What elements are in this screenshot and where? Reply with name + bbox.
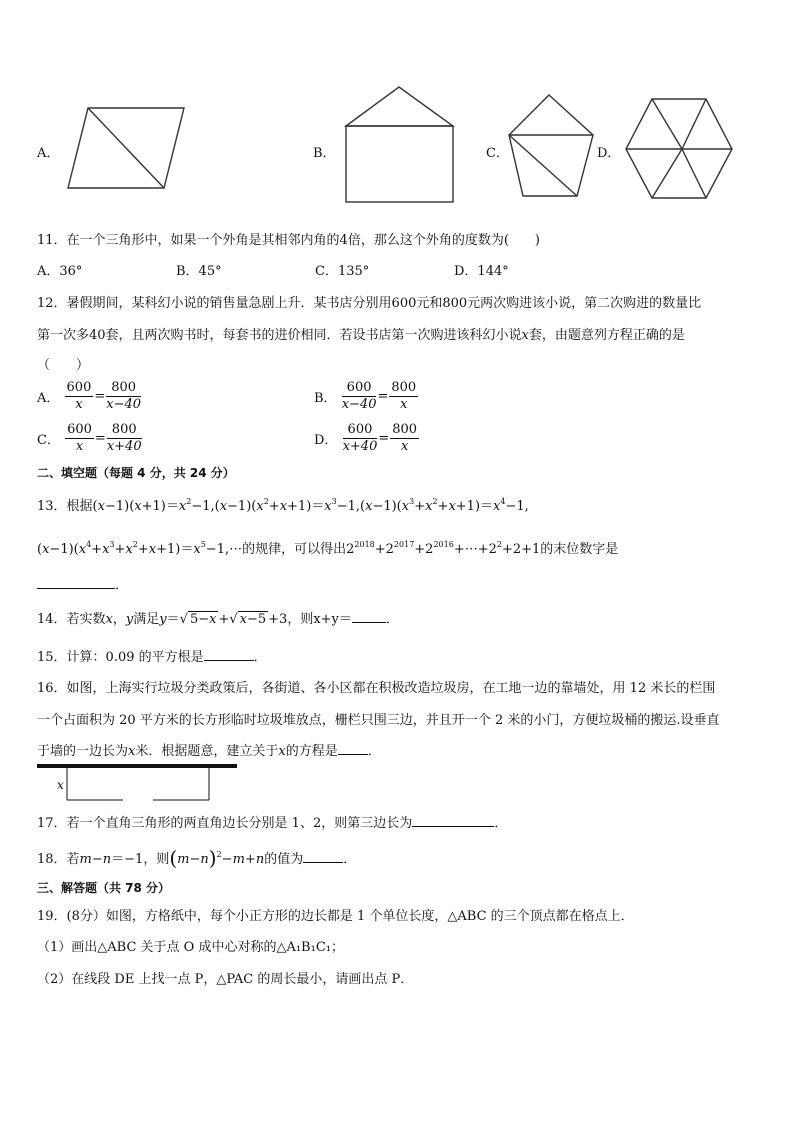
option-c-label: C．	[486, 146, 509, 161]
q11-option-c: C．135°	[315, 264, 370, 279]
section3-heading: 三、解答题（共 78 分）	[37, 881, 171, 895]
q12-line2: 第一次多40套，且两次购书时，每套书的进价相同．若设书店第一次购进该科幻小说x套，由题意列方程正确的是	[37, 328, 685, 343]
q13-line2: $(x-1)(x^4+x^3+x^2+x+1)=x^5-1,\cdots$的规律，可以得出$2^{2018}+2^{2017}+2^{2016}+\cdots+2^2+2+1$的末位数字是	[37, 540, 619, 557]
q16-line1: 16．如图，上海实行垃圾分类政策后，各街道、各小区都在积极改造垃圾房，在工地一边的靠墙处，用 12 米长的栏围	[37, 681, 716, 696]
q11-option-b: B．45°	[176, 264, 222, 279]
figure-c-pentagon	[505, 90, 600, 202]
figure-d-hexagon	[622, 93, 737, 203]
section2-heading: 二、填空题（每题 4 分，共 24 分）	[37, 466, 235, 480]
option-d-label: D．	[597, 146, 621, 161]
q14-answer-blank[interactable]	[352, 610, 386, 623]
q12-line1: 12．暑假期间，某科幻小说的销售量急剧上升．某书店分别用600元和800元两次购进该小说，第二次购进的数量比	[37, 296, 702, 311]
q19-part2: （2）在线段 DE 上找一点 P，△PAC 的周长最小，请画出点 P．	[37, 972, 414, 987]
q16-fence-diagram	[37, 762, 242, 802]
q11-option-d: D．144°	[454, 264, 509, 279]
q12-option-b: B． $\frac{600}{x-40}$ = $\frac{800}{x}$	[314, 380, 417, 412]
q12-option-a: A． $\frac{600}{x}$ = $\frac{800}{x-40}$	[37, 380, 142, 412]
q15-answer-blank[interactable]	[204, 648, 254, 661]
q11-option-a: A．36°	[37, 264, 83, 279]
q12-option-d: D． $\frac{600}{x+40}$ = $\frac{800}{x}$	[314, 422, 418, 454]
option-a-label: A．	[37, 146, 60, 161]
q13-answer-blank[interactable]: ．	[37, 574, 128, 593]
q18: 18．若m−n＝−1，则$(m-n)^2-m+n$的值为 ．	[37, 846, 357, 870]
q19-stem: 19．(8分）如图，方格纸中，每个小正方形的边长都是 1 个单位长度，△ABC 的三个顶点都在格点上．	[37, 909, 634, 924]
q12-paren: （ ）	[37, 358, 90, 373]
figure-a-parallelogram	[60, 100, 190, 195]
q19-part1: （1）画出△ABC 关于点 O 成中心对称的△A₁B₁C₁；	[37, 940, 344, 955]
q12-option-c: C． $\frac{600}{x}$ = $\frac{800}{x+40}$	[37, 422, 142, 454]
q18-answer-blank[interactable]	[303, 850, 343, 863]
figure-b-house	[340, 82, 460, 207]
q17-answer-blank[interactable]	[412, 814, 494, 827]
q16-answer-blank[interactable]	[338, 742, 368, 755]
option-b-label: B．	[313, 146, 336, 161]
q16-line3: 于墙的一边长为x米．根据题意，建立关于x的方程是 ．	[37, 744, 381, 759]
q16-fig-x-label: x	[57, 778, 64, 792]
q16-line2: 一个占面积为 20 平方米的长方形临时垃圾堆放点，栅栏只围三边，并且开一个 2 米的小门，方便垃圾桶的搬运.设垂直	[37, 713, 720, 728]
q11-stem: 11．在一个三角形中，如果一个外角是其相邻内角的4倍，那么这个外角的度数为( )	[37, 233, 540, 248]
q14: 14．若实数x，y满足y＝√ 5−x +√ x−5 +3，则x+y＝ ．	[37, 612, 399, 627]
q13-line1: 13．根据$(x-1)(x+1)=x^2-1,(x-1)(x^2+x+1)=x^3-1,(x-1)(x^3+x^2+x+1)=x^4-1$,	[37, 497, 529, 514]
q15: 15．计算：0.09 的平方根是 ．	[37, 650, 267, 665]
q17: 17．若一个直角三角形的两直角边长分别是 1、2，则第三边长为 ．	[37, 816, 508, 831]
